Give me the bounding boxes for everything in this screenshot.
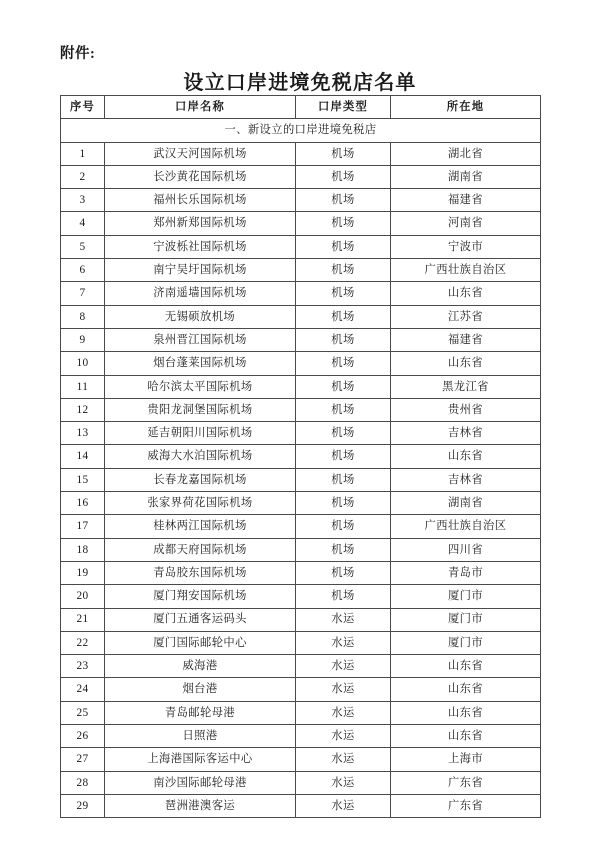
cell-port-name: 琶洲港澳客运 (105, 794, 296, 817)
cell-location: 上海市 (391, 748, 541, 771)
cell-location: 山东省 (391, 725, 541, 748)
table-row (61, 468, 541, 491)
cell-no: 26 (61, 725, 105, 748)
section-header-label: 一、新设立的口岸进境免税店 (61, 119, 541, 142)
cell-port-type: 水运 (296, 678, 391, 701)
cell-port-name: 贵阳龙洞堡国际机场 (105, 398, 296, 421)
section-header-row (61, 119, 541, 142)
cell-port-type: 机场 (296, 492, 391, 515)
cell-no: 6 (61, 259, 105, 282)
cell-port-name: 烟台港 (105, 678, 296, 701)
cell-port-type: 水运 (296, 631, 391, 654)
table-row (61, 142, 541, 165)
cell-no: 12 (61, 398, 105, 421)
cell-port-name: 福州长乐国际机场 (105, 189, 296, 212)
cell-port-name: 厦门翔安国际机场 (105, 585, 296, 608)
cell-no: 29 (61, 794, 105, 817)
cell-location: 江苏省 (391, 305, 541, 328)
cell-no: 27 (61, 748, 105, 771)
cell-port-type: 机场 (296, 142, 391, 165)
cell-port-type: 机场 (296, 235, 391, 258)
cell-no: 13 (61, 422, 105, 445)
table-row (61, 422, 541, 445)
cell-port-name: 厦门五通客运码头 (105, 608, 296, 631)
table-row (61, 328, 541, 351)
cell-port-name: 长春龙嘉国际机场 (105, 468, 296, 491)
cell-port-type: 水运 (296, 748, 391, 771)
cell-no: 19 (61, 561, 105, 584)
cell-no: 3 (61, 189, 105, 212)
cell-location: 山东省 (391, 701, 541, 724)
cell-location: 吉林省 (391, 468, 541, 491)
cell-port-type: 机场 (296, 259, 391, 282)
cell-location: 厦门市 (391, 631, 541, 654)
cell-location: 广东省 (391, 771, 541, 794)
column-header-loc: 所在地 (391, 96, 541, 119)
cell-location: 福建省 (391, 189, 541, 212)
table-row (61, 678, 541, 701)
table-row (61, 515, 541, 538)
cell-port-type: 机场 (296, 165, 391, 188)
cell-no: 18 (61, 538, 105, 561)
cell-location: 湖南省 (391, 165, 541, 188)
cell-port-type: 机场 (296, 212, 391, 235)
cell-no: 24 (61, 678, 105, 701)
table-row (61, 375, 541, 398)
cell-port-type: 机场 (296, 585, 391, 608)
cell-no: 11 (61, 375, 105, 398)
cell-port-type: 机场 (296, 305, 391, 328)
cell-port-name: 成都天府国际机场 (105, 538, 296, 561)
duty-free-store-table-container (60, 95, 540, 818)
table-header-row (61, 96, 541, 119)
column-header-no: 序号 (61, 96, 105, 119)
cell-no: 4 (61, 212, 105, 235)
cell-port-name: 上海港国际客运中心 (105, 748, 296, 771)
cell-no: 14 (61, 445, 105, 468)
cell-port-type: 机场 (296, 561, 391, 584)
cell-port-type: 水运 (296, 771, 391, 794)
table-row (61, 259, 541, 282)
cell-port-type: 机场 (296, 375, 391, 398)
cell-port-name: 日照港 (105, 725, 296, 748)
table-row (61, 352, 541, 375)
table-row (61, 235, 541, 258)
cell-port-name: 无锡硕放机场 (105, 305, 296, 328)
cell-location: 山东省 (391, 352, 541, 375)
cell-port-name: 桂林两江国际机场 (105, 515, 296, 538)
table-body (61, 119, 541, 818)
cell-port-type: 机场 (296, 398, 391, 421)
cell-location: 山东省 (391, 282, 541, 305)
cell-location: 黑龙江省 (391, 375, 541, 398)
table-row (61, 212, 541, 235)
cell-port-name: 泉州晋江国际机场 (105, 328, 296, 351)
cell-location: 广东省 (391, 794, 541, 817)
cell-port-type: 机场 (296, 468, 391, 491)
cell-no: 10 (61, 352, 105, 375)
cell-port-name: 南沙国际邮轮母港 (105, 771, 296, 794)
table-row (61, 701, 541, 724)
cell-port-name: 威海大水泊国际机场 (105, 445, 296, 468)
cell-location: 河南省 (391, 212, 541, 235)
cell-location: 福建省 (391, 328, 541, 351)
table-row (61, 492, 541, 515)
cell-port-type: 水运 (296, 794, 391, 817)
column-header-type: 口岸类型 (296, 96, 391, 119)
cell-port-type: 机场 (296, 538, 391, 561)
cell-no: 5 (61, 235, 105, 258)
cell-port-name: 济南遥墙国际机场 (105, 282, 296, 305)
cell-no: 15 (61, 468, 105, 491)
table-row (61, 282, 541, 305)
table-row (61, 538, 541, 561)
cell-location: 山东省 (391, 678, 541, 701)
cell-location: 山东省 (391, 655, 541, 678)
cell-no: 25 (61, 701, 105, 724)
cell-location: 山东省 (391, 445, 541, 468)
table-row (61, 794, 541, 817)
table-row (61, 561, 541, 584)
cell-port-type: 机场 (296, 515, 391, 538)
table-row (61, 398, 541, 421)
cell-location: 广西壮族自治区 (391, 259, 541, 282)
table-row (61, 585, 541, 608)
cell-no: 21 (61, 608, 105, 631)
cell-location: 厦门市 (391, 585, 541, 608)
table-row (61, 771, 541, 794)
table-row (61, 655, 541, 678)
cell-no: 9 (61, 328, 105, 351)
table-row (61, 189, 541, 212)
table-row (61, 165, 541, 188)
cell-location: 厦门市 (391, 608, 541, 631)
cell-port-type: 机场 (296, 328, 391, 351)
table-row (61, 445, 541, 468)
cell-port-type: 机场 (296, 282, 391, 305)
cell-no: 17 (61, 515, 105, 538)
cell-port-name: 哈尔滨太平国际机场 (105, 375, 296, 398)
table-header (61, 96, 541, 119)
cell-no: 8 (61, 305, 105, 328)
cell-port-type: 水运 (296, 725, 391, 748)
cell-no: 1 (61, 142, 105, 165)
attachment-label: 附件: (60, 46, 96, 62)
cell-no: 16 (61, 492, 105, 515)
cell-port-type: 水运 (296, 701, 391, 724)
cell-port-name: 武汉天河国际机场 (105, 142, 296, 165)
cell-location: 广西壮族自治区 (391, 515, 541, 538)
cell-location: 贵州省 (391, 398, 541, 421)
cell-location: 青岛市 (391, 561, 541, 584)
cell-location: 湖北省 (391, 142, 541, 165)
cell-port-type: 机场 (296, 422, 391, 445)
cell-port-name: 张家界荷花国际机场 (105, 492, 296, 515)
cell-port-type: 机场 (296, 445, 391, 468)
cell-location: 宁波市 (391, 235, 541, 258)
cell-port-name: 厦门国际邮轮中心 (105, 631, 296, 654)
duty-free-store-table (60, 95, 541, 818)
table-row (61, 305, 541, 328)
cell-port-type: 机场 (296, 352, 391, 375)
cell-port-name: 烟台蓬莱国际机场 (105, 352, 296, 375)
cell-location: 湖南省 (391, 492, 541, 515)
cell-port-name: 青岛邮轮母港 (105, 701, 296, 724)
cell-port-name: 长沙黄花国际机场 (105, 165, 296, 188)
cell-no: 22 (61, 631, 105, 654)
page-title: 设立口岸进境免税店名单 (183, 72, 417, 94)
cell-port-name: 威海港 (105, 655, 296, 678)
table-row (61, 631, 541, 654)
cell-port-name: 宁波栎社国际机场 (105, 235, 296, 258)
cell-no: 7 (61, 282, 105, 305)
table-row (61, 608, 541, 631)
cell-port-type: 水运 (296, 608, 391, 631)
cell-no: 20 (61, 585, 105, 608)
column-header-name: 口岸名称 (105, 96, 296, 119)
cell-location: 吉林省 (391, 422, 541, 445)
cell-port-name: 南宁吴圩国际机场 (105, 259, 296, 282)
cell-no: 23 (61, 655, 105, 678)
cell-no: 2 (61, 165, 105, 188)
cell-port-type: 机场 (296, 189, 391, 212)
cell-port-name: 延吉朝阳川国际机场 (105, 422, 296, 445)
table-row (61, 748, 541, 771)
cell-port-name: 青岛胶东国际机场 (105, 561, 296, 584)
cell-port-type: 水运 (296, 655, 391, 678)
cell-location: 四川省 (391, 538, 541, 561)
cell-no: 28 (61, 771, 105, 794)
cell-port-name: 郑州新郑国际机场 (105, 212, 296, 235)
table-row (61, 725, 541, 748)
